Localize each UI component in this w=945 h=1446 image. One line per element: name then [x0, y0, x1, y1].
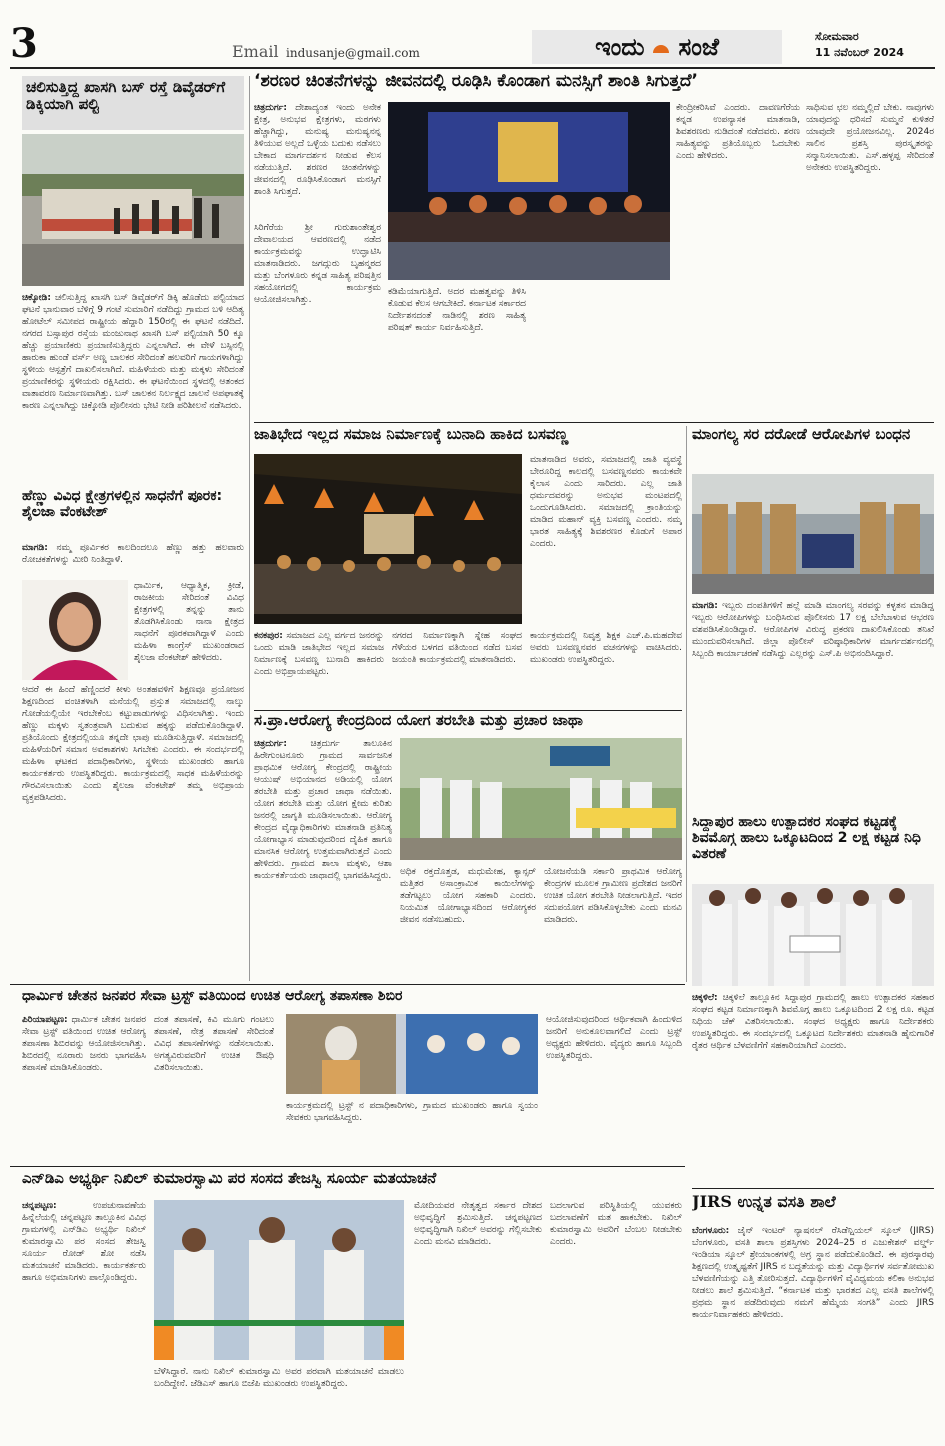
- basava-article: [254, 426, 682, 710]
- bus-photo: [22, 134, 244, 286]
- siddapura-headline: ಸಿದ್ದಾಪುರ ಹಾಲು ಉತ್ಪಾದಕರ ಸಂಘದ ಕಟ್ಟಡಕ್ಕೆ ಶಿವಮೊಗ್ಗ ಹಾಲು ಒಕ್ಕೂಟದಿಂದ 2 ಲಕ್ಷ ಕಟ್ಟಡ ನಿಧಿ ವಿತರಣೆ: [692, 814, 921, 863]
- sharana-dateline: ಚಿತ್ರದುರ್ಗ:: [254, 103, 288, 113]
- camp-col2: ದಂತ ತಪಾಸಣೆ, ಕಿವಿ ಮೂಗು ಗಂಟಲು ತಪಾಸಣೆ, ನೇತ್ರ ತಪಾಸಣೆ ಸೇರಿದಂತೆ ವಿವಿಧ ತಪಾಸಣೆಗಳನ್ನು ನಡೆಸಲಾಯಿತು. ಅಗತ್ಯವಿರುವವರಿಗೆ ಉಚಿತ ಔಷಧಿ ವಿತರಿಸಲಾಯಿತು.: [154, 1015, 274, 1073]
- email-label: Email: [232, 42, 279, 61]
- sharana-col3b: [532, 286, 670, 418]
- section-rule-4: [10, 1166, 685, 1167]
- siddapura-article: [692, 814, 934, 1184]
- women-dateline: ಮಾಗಡಿ:: [22, 543, 48, 553]
- mangalya-article: [692, 426, 934, 812]
- yoga-rally-photo: [400, 738, 682, 860]
- camp-col1-text: ಧಾರ್ಮಿಕ ಚೇತನ ಜನಪರ ಸೇವಾ ಟ್ರಸ್ಟ್ ವತಿಯಿಂದ ಉಚಿತ ಆರೋಗ್ಯ ತಪಾಸಣಾ ಶಿಬಿರವನ್ನು ಆಯೋಜಿಸಲಾಗಿತ್ತು. ಶಿಬಿರದಲ್ಲಿ ನೂರಾರು ಜನರು ಭಾಗವಹಿಸಿ ತಪಾಸಣೆ ಮಾಡಿಸಿಕೊಂಡರು.: [22, 1015, 146, 1073]
- basava-crowd-photo: [254, 454, 522, 624]
- bus-headline: ಚಲಿಸುತ್ತಿದ್ದ ಖಾಸಗಿ ಬಸ್ ರಸ್ತೆ ಡಿವೈಡರ್‌ಗೆ ಡಿಕ್ಕಿಯಾಗಿ ಪಲ್ಟಿ: [22, 76, 244, 130]
- page-number: 3: [10, 20, 38, 67]
- basava-col1: [254, 630, 384, 710]
- basava-col1-text: ಸಮಾಜದ ಎಲ್ಲ ವರ್ಗದ ಜನರನ್ನು ಒಂದು ಮಾಡಿ ಜಾತಿಭೇದ ಇಲ್ಲದ ಸಮಾಜ ನಿರ್ಮಾಣಕ್ಕೆ ಬಸವಣ್ಣ ಬುನಾದಿ ಹಾಕಿದರು ಎಂದು ಅಭಿಪ್ರಾಯಪಟ್ಟರು.: [254, 631, 384, 677]
- section-rule-2: [254, 710, 682, 711]
- masthead-brand-right: ಸಂಜೆ: [678, 33, 719, 61]
- siddapura-dateline: ಚಿಕ್ಕಳಿಲೆ:: [692, 993, 718, 1003]
- sharana-headline: ‘ಶರಣರ ಚಿಂತನೆಗಳನ್ನು ಜೀವನದಲ್ಲಿ ರೂಢಿಸಿ ಕೊಂಡಾಗ ಮನಸ್ಸಿಗೆ ಶಾಂತಿ ಸಿಗುತ್ತದೆ’: [254, 72, 698, 91]
- bus-article: [22, 76, 244, 476]
- jirs-text: ಜೈನ್ ಇಂಟರ್ ನ್ಯಾಷನಲ್ ರೆಸಿಡೆನ್ಷಿಯಲ್ ಸ್ಕೂಲ್ (JIRS) ಬೆಂಗಳೂರು, ವಸತಿ ಶಾಲಾ ಪ್ರಶಸ್ತಿಗಳು 2024–25 ರ ಎಜುಕೇಶನ್ ವರ್ಲ್ಡ್ ಇಂಡಿಯಾ ಸ್ಕೂಲ್ ಶ್ರೇಯಾಂಕಗಳಲ್ಲಿ ಅಗ್ರ ಸ್ಥಾನ ಪಡೆದುಕೊಂಡಿದೆ. ಈ ಪುರಸ್ಕಾರವು ಶಿಕ್ಷಣದಲ್ಲಿ ಉತ್ಕೃಷ್ಟತೆಗೆ JIRS ನ ಬದ್ಧತೆಯನ್ನು ಮತ್ತು ವಿದ್ಯಾರ್ಥಿಗಳ ಸರ್ವತೋಮುಖ ಬೆಳವಣಿಗೆಯನ್ನು ಎತ್ತಿ ತೋರಿಸುತ್ತದೆ. ವಿದ್ಯಾರ್ಥಿಗಳಿಗೆ ವೈವಿಧ್ಯಮಯ ಕಲಿಕಾ ಅನುಭವ ನೀಡಲು ಶಾಲೆ ಶ್ರಮಿಸುತ್ತಿದೆ. “ಕರ್ನಾಟಕ ಮತ್ತು ಭಾರತದ ಎಲ್ಲ ವಸತಿ ಶಾಲೆಗಳಲ್ಲಿ ಪ್ರಥಮ ಸ್ಥಾನ ಪಡೆದಿರುವುದು ನಮಗೆ ಹೆಮ್ಮೆಯ ಸಂಗತಿ” ಎಂದು JIRS ಕಾರ್ಯನಿರ್ವಾಹಕರು ಹೇಳಿದರು.: [692, 1226, 934, 1320]
- masthead-day: ಸೋಮವಾರ: [815, 30, 859, 43]
- basava-side: ಮಾತನಾಡಿದ ಅವರು, ಸಮಾಜದಲ್ಲಿ ಜಾತಿ ವ್ಯವಸ್ಥೆ ಬೇರೂರಿದ್ದ ಕಾಲದಲ್ಲಿ ಬಸವಣ್ಣನವರು ಕಾಯಕವೇ ಕೈಲಾಸ ಎಂದು ಸಾರಿದರು. ಎಲ್ಲ ಜಾತಿ ಧರ್ಮದವರನ್ನು ಅನುಭವ ಮಂಟಪದಲ್ಲಿ ಒಂದುಗೂಡಿಸಿದರು. ಸಮಾಜದಲ್ಲಿ ಕ್ರಾಂತಿಯನ್ನು ಮಾಡಿದ ಮಹಾನ್ ವ್ಯಕ್ತಿ ಬಸವಣ್ಣ ಎಂದರು. ನಮ್ಮ ಭಾರತ ಸಾಹಿತ್ಯಕ್ಕೆ ಶಿವಶರಣರ ಕೊಡುಗೆ ಅಪಾರ ಎಂದರು.: [530, 455, 682, 549]
- camp-col2b: [154, 1098, 274, 1164]
- sharana-col1-text: ದೇಶಾದ್ಯಂತ ಇಂದು ಅನೇಕ ಕ್ಷೇತ್ರ, ಅನುಭವ ಕ್ಷೇತ್ರಗಳು, ಮಠಗಳು ಹೆಚ್ಚಾಗಿದ್ದು, ಮನುಷ್ಯ ಮನುಷ್ಯನನ್ನ ತಿಳಿಯುವ ಅಲ್ಲದೆ ಒಳ್ಳೆಯ ಬದುಕು ನಡೆಸಲು ಬೇಕಾದ ಮಾರ್ಗದರ್ಶನ ನೀಡುವ ಕೆಲಸ ನಡೆಯುತ್ತಿದೆ. ಶರಣರ ಚಿಂತನೆಗಳನ್ನು ಜೀವನದಲ್ಲಿ ರೂಢಿಸಿಕೊಂಡಾಗ ಮನಸ್ಸಿಗೆ ಶಾಂತಿ ಸಿಗುತ್ತದೆ.: [254, 103, 381, 197]
- bus-dateline: ಚಿಕ್ಕೋಡಿ:: [22, 293, 51, 303]
- sharana-col3: ಕಡಿಮೆಯಾಗುತ್ತಿದೆ. ಅದರ ಮಹತ್ವವನ್ನು ತಿಳಿಸಿ ಕೊಡುವ ಕೆಲಸ ಆಗಬೇಕಿದೆ. ಕರ್ನಾಟಕ ಸರ್ಕಾರದ ನಿರ್ದೇಶನದಂತೆ ನಾಡಿನಲ್ಲಿ ಶರಣ ಸಾಹಿತ್ಯ ಪರಿಷತ್ ಕಾರ್ಯ ನಿರ್ವಹಿಸುತ್ತಿದೆ.: [388, 287, 526, 333]
- jirs-dateline: ಬೆಂಗಳೂರು:: [692, 1226, 730, 1236]
- sharana-stage-photo: [388, 102, 670, 280]
- camp-col1: [22, 1014, 146, 1164]
- sharana-col1: [254, 102, 381, 218]
- women-wrap: ಧಾರ್ಮಿಕ, ಆಧ್ಯಾತ್ಮಿಕ, ಕ್ರೀಡೆ, ರಾಜಕೀಯ ಸೇರಿದಂತೆ ವಿವಿಧ ಕ್ಷೇತ್ರಗಳಲ್ಲಿ ತನ್ನನ್ನು ತಾನು ತೊಡಗಿಸಿಕೊಂಡು ನಾನಾ ಕ್ಷೇತ್ರದ ಸಾಧನೆಗೆ ಪೂರಕವಾಗಿದ್ದಾಳೆ ಎಂದು ಮಹಿಳಾ ಕಾಂಗ್ರೆಸ್ ಮುಖಂಡರಾದ ಶೈಲಜಾ ವೆಂಕಟೇಶ್ ಹೇಳಿದರು.: [134, 581, 244, 663]
- sun-logo-icon: [652, 40, 670, 54]
- basava-dateline: ಕನಕಪುರ:: [254, 631, 283, 641]
- nda-col1-text: ಉಪಚುನಾವಣೆಯ ಹಿನ್ನೆಲೆಯಲ್ಲಿ ಚನ್ನಪಟ್ಟಣ ತಾಲ್ಲೂಕಿನ ವಿವಿಧ ಗ್ರಾಮಗಳಲ್ಲಿ ಎನ್‌ಡಿಎ ಅಭ್ಯರ್ಥಿ ನಿಖಿಲ್ ಕುಮಾರಸ್ವಾಮಿ ಪರ ಸಂಸದ ತೇಜಸ್ವಿ ಸೂರ್ಯ ರೋಡ್ ಶೋ ನಡೆಸಿ ಮತಯಾಚನೆ ಮಾಡಿದರು. ಕಾರ್ಯಕರ್ತರು ಹಾಗೂ ಅಭಿಮಾನಿಗಳು ಪಾಲ್ಗೊಂಡಿದ್ದರು.: [22, 1201, 146, 1283]
- women-lead: [22, 542, 244, 578]
- mangalya-police-photo: [692, 474, 934, 594]
- masthead-date: 11 ನವೆಂಬರ್ 2024: [815, 46, 904, 59]
- nda-col4: ಬೆಳೆಸಿದ್ದಾರೆ. ನಾನು ನಿಖಿಲ್ ಕುಮಾರಸ್ವಾಮಿ ಅವರ ಪರವಾಗಿ ಮತಯಾಚನೆ ಮಾಡಲು ಬಂದಿದ್ದೇನೆ. ಜೆಡಿಎಸ್ ಹಾಗೂ ಬಿಜೆಪಿ ಮುಖಂಡರು ಉಪಸ್ಥಿತರಿದ್ದರು.: [154, 1367, 404, 1389]
- nda-article: [22, 1170, 682, 1438]
- basava-headline: ಜಾತಿಭೇದ ಇಲ್ಲದ ಸಮಾಜ ನಿರ್ಮಾಣಕ್ಕೆ ಬುನಾದಿ ಹಾಕಿದ ಬಸವಣ್ಣ: [254, 426, 569, 443]
- mangalya-body: [692, 600, 934, 808]
- masthead-rule: [10, 67, 935, 69]
- masthead-brand-left: ಇಂದು: [595, 33, 645, 61]
- yoga-left: [254, 738, 392, 982]
- email-address[interactable]: indusanje@gmail.com: [286, 46, 420, 60]
- mangalya-headline: ಮಾಂಗಲ್ಯ ಸರ ದರೋಡೆ ಆರೋಪಿಗಳ ಬಂಧನ: [692, 426, 911, 443]
- jirs-headline: JIRS ಉನ್ನತ ವಸತಿ ಶಾಲೆ: [692, 1188, 934, 1219]
- women-portrait-photo: [22, 580, 128, 680]
- left-column-rule: [249, 76, 250, 981]
- camp-headline: ಧಾರ್ಮಿಕ ಚೇತನ ಜನಪರ ಸೇವಾ ಟ್ರಸ್ಟ್ ವತಿಯಿಂದ ಉಚಿತ ಆರೋಗ್ಯ ತಪಾಸಣಾ ಶಿಬಿರ: [22, 988, 403, 1004]
- right-column-rule: [686, 426, 687, 982]
- sharana-col2: ಸಿರಿಗೆರೆಯ ಶ್ರೀ ಗುರುಶಾಂತೇಶ್ವರ ದೇವಾಲಯದ ಆವರಣದಲ್ಲಿ ನಡೆದ ಕಾರ್ಯಕ್ರಮವನ್ನು ಉದ್ಘಾಟಿಸಿ ಮಾತನಾಡಿದರು. ಜಗದ್ಗುರು ಬೃಹನ್ಮಠದ ಮತ್ತು ಬೆಂಗಳೂರು ಕನ್ನಡ ಸಾಹಿತ್ಯ ಪರಿಷತ್ತಿನ ಸಹಯೋಗದಲ್ಲಿ ಕಾರ್ಯಕ್ರಮ ಆಯೋಜಿಸಲಾಗಿತ್ತು.: [254, 223, 381, 305]
- camp-health-photo: [286, 1014, 538, 1094]
- bus-text: ಚಲಿಸುತ್ತಿದ್ದ ಖಾಸಗಿ ಬಸ್ ಡಿವೈಡರ್‌ಗೆ ಡಿಕ್ಕಿ ಹೊಡೆದು ಪಲ್ಟಿಯಾದ ಘಟನೆ ಭಾನುವಾರ ಬೆಳಿಗ್ಗೆ 9 ಗಂಟೆ ಸುಮಾರಿಗೆ ನಡೆದಿದ್ದು ಗ್ರಾಮದ ಬಳಿ ಆದಿತ್ಯ ಹೋಟೆಲ್ ಸಮೀಪದ ರಾಷ್ಟ್ರೀಯ ಹೆದ್ದಾರಿ 150ರಲ್ಲಿ ಈ ಘಟನೆ ನಡೆದಿದೆ. ನಗರದ ಬಸ್ಸಾಪುರ ರಸ್ತೆಯ ಮಂಜುನಾಥ ಖಾಸಗಿ ಬಸ್ ಪಲ್ಟಿಯಾಗಿ 50 ಕ್ಕೂ ಹೆಚ್ಚು ಪ್ರಯಾಣಿಕರು ಪ್ರಯಾಣಿಸುತ್ತಿದ್ದರು ಎನ್ನಲಾಗಿದೆ. ಈ ವೇಳೆ ಬಸ್ಸಿನಲ್ಲಿ ಹಾರುಕಾ ಹುಂಡೆ ವರ್ಸ್ ಅಣ್ಣ ಬಾಲಕರ ಸೇರಿದಂತೆ ಹಲವರಿಗೆ ಗಾಯಗಳಾಗಿದ್ದು ಸ್ಥಳೀಯ ಆಸ್ಪತ್ರೆಗೆ ದಾಖಲಿಸಲಾಗಿದೆ. ಮಹಿಳೆಯರು ಮತ್ತು ಮಕ್ಕಳು ಸೇರಿದಂತೆ ಪ್ರಯಾಣಿಕರನ್ನು ಸ್ಥಳೀಯರು ರಕ್ಷಿಸಿದರು. ಈ ಘಟನೆಯಿಂದ ಸ್ಥಳದಲ್ಲಿ ಆತಂಕದ ವಾತಾವರಣ ನಿರ್ಮಾಣವಾಗಿತ್ತು. ಬಸ್ ಚಾಲಕನ ನಿರ್ಲಕ್ಷ್ಯದ ಚಾಲನೆ ಅಪಘಾತಕ್ಕೆ ಕಾರಣ ಎನ್ನಲಾಗಿದ್ದು ಚಿಕ್ಕೋಡಿ ಪೊಲೀಸರು ಭೇಟಿ ನೀಡಿ ಪರಿಶೀಲನೆ ನಡೆಸಿದರು.: [22, 293, 244, 411]
- women-lead-text: ನಮ್ಮ ಪೂರ್ವಿಕರ ಕಾಲದಿಂದಲೂ ಹೆಣ್ಣು ಹತ್ತು ಹಲವಾರು ರೋಚಕತೆಗಳನ್ನು ಮೀರಿ ನಿಂತಿದ್ದಾಳೆ.: [22, 543, 244, 565]
- sharana-col4: ಕೇಂದ್ರೀಕರಿಸಿವೆ ಎಂದರು. ದಾವಣಗೆರೆಯ ಕನ್ನಡ ಉಪನ್ಯಾಸಕ ಮಾತನಾಡಿ, ಶಿವಶರಣರು ನುಡಿದಂತೆ ನಡೆದವರು. ಶರಣ ಸಾಹಿತ್ಯವನ್ನು ಪ್ರತಿಯೊಬ್ಬರು ಓದಬೇಕು ಎಂದು ಹೇಳಿದರು.: [676, 103, 800, 161]
- yoga-left-text: ಚಿತ್ರದುರ್ಗ ತಾಲೂಕಿನ ಹಿರೇಗುಂಟನೂರು ಗ್ರಾಮದ ಸಾರ್ವಜನಿಕ ಪ್ರಾಥಮಿಕ ಆರೋಗ್ಯ ಕೇಂದ್ರದಲ್ಲಿ ರಾಷ್ಟ್ರೀಯ ಆಯುಷ್ ಅಭಿಯಾನದ ಅಡಿಯಲ್ಲಿ ಯೋಗ ತರಬೇತಿ ಮತ್ತು ಪ್ರಚಾರ ಜಾಥಾ ನಡೆಯಿತು. ಯೋಗ ತರಬೇತಿ ಮತ್ತು ಯೋಗ ಕ್ಷೇಮ ಕುರಿತು ಜನರಲ್ಲಿ ಜಾಗೃತಿ ಮೂಡಿಸಲಾಯಿತು. ಆರೋಗ್ಯ ಕೇಂದ್ರದ ವೈದ್ಯಾಧಿಕಾರಿಗಳು ಮಾತನಾಡಿ ಪ್ರತಿನಿತ್ಯ ಯೋಗಾಭ್ಯಾಸ ಮಾಡುವುದರಿಂದ ದೈಹಿಕ ಹಾಗೂ ಮಾನಸಿಕ ಆರೋಗ್ಯ ಉತ್ತಮವಾಗಿರುತ್ತದೆ ಎಂದು ಹೇಳಿದರು. ಗ್ರಾಮದ ಶಾಲಾ ಮಕ್ಕಳು, ಆಶಾ ಕಾರ್ಯಕರ್ತೆಯರು ಜಾಥಾದಲ್ಲಿ ಭಾಗವಹಿಸಿದ್ದರು.: [254, 739, 392, 881]
- sharana-article: [254, 72, 934, 420]
- yoga-article: [254, 712, 682, 982]
- bus-body: [22, 292, 244, 478]
- basava-col2: ನಗರದ ನಿರ್ಮಾಣಕ್ಕಾಗಿ ಸ್ನೇಹ ಸಂಘದ ಗೆಳೆಯರ ಬಳಗದ ವತಿಯಿಂದ ನಡೆದ ಬಸವ ಜಯಂತಿ ಕಾರ್ಯಕ್ರಮದಲ್ಲಿ ಮಾತನಾಡಿದರು.: [392, 631, 522, 665]
- nda-dateline: ಚನ್ನಪಟ್ಟಣ:: [22, 1201, 57, 1211]
- jirs-article: [692, 1188, 934, 1438]
- yoga-col2: ಯೋಜನೆಯಡಿ ಸರ್ಕಾರಿ ಪ್ರಾಥಮಿಕ ಆರೋಗ್ಯ ಕೇಂದ್ರಗಳ ಮೂಲಕ ಗ್ರಾಮೀಣ ಪ್ರದೇಶದ ಜನರಿಗೆ ಉಚಿತ ಯೋಗ ತರಬೇತಿ ನೀಡಲಾಗುತ್ತಿದೆ. ಇದರ ಸದುಪಯೋಗ ಪಡಿಸಿಕೊಳ್ಳಬೇಕು ಎಂದು ಮನವಿ ಮಾಡಿದರು.: [544, 867, 682, 925]
- sharana-col5: ಸಾಧಿಸುವ ಛಲ ನಮ್ಮಲ್ಲಿದೆ ಬೇಕು. ನಾವುಗಳು ಯಾವುದನ್ನು ಧರಿಸದೆ ಸುಮ್ಮನೆ ಕುಳಿತರೆ ಯಾವುದೇ ಪ್ರಯೋಜನವಿಲ್ಲ. 2024ರ ಸಾಲಿನ ಪ್ರಶಸ್ತಿ ಪುರಸ್ಕೃತರನ್ನು ಸನ್ಮಾನಿಸಲಾಯಿತು. ಎಸ್.ಹಳ್ಳಪ್ಪ ಸೇರಿದಂತೆ ಅನೇಕರು ಉಪಸ್ಥಿತರಿದ್ದರು.: [806, 103, 934, 173]
- women-body: ಆದರೆ ಈ ಹಿಂದೆ ಹೆಣ್ಣಿಂದರೆ ಕೀಳು ಅಂತಹವಳಿಗೆ ಶಿಕ್ಷಣವೂ ಪ್ರಯೋಜನ ಶಿಕ್ಷಣದಿಂದ ವಂಚಿತಳಾಗಿ ಮನೆಯಲ್ಲಿ ಪ್ರಸ್ತುತ ಸಮಾಜದಲ್ಲಿ ನಾಲ್ಕು ಗೋಡೆಯಲ್ಲಿಯೇ ಇರಬೇಕೆಂಬ ಕಟ್ಟುಪಾಡುಗಳನ್ನು ವಿಧಿಸಲಾಗಿತ್ತು. ಇಂದು ಹೆಣ್ಣು ಮಕ್ಕಳು ಸ್ವತಂತ್ರವಾಗಿ ಬದುಕುವ ಹಕ್ಕನ್ನು ಪಡೆದುಕೊಂಡಿದ್ದಾಳೆ. ಪ್ರತಿಯೊಂದು ಕ್ಷೇತ್ರದಲ್ಲಿಯೂ ತನ್ನದೇ ಛಾಪು ಮೂಡಿಸುತ್ತಿದ್ದಾಳೆ. ಸಮಾಜದಲ್ಲಿ ಮಹಿಳೆಯರಿಗೆ ಸಮಾನ ಅವಕಾಶಗಳು ಸಿಗಬೇಕು ಎಂದರು. ಈ ಸಂದರ್ಭದಲ್ಲಿ ಮಹಿಳಾ ಘಟಕದ ಪದಾಧಿಕಾರಿಗಳು, ಸ್ಥಳೀಯ ಮುಖಂಡರು ಹಾಗೂ ಕಾರ್ಯಕರ್ತರು ಉಪಸ್ಥಿತರಿದ್ದರು. ಕಾರ್ಯಕ್ರಮದಲ್ಲಿ ಸಾಧಕ ಮಹಿಳೆಯರನ್ನು ಗೌರವಿಸಲಾಯಿತು ಎಂದು ಶೈಲಜಾ ವೆಂಕಟೇಶ್ ತಮ್ಮ ಅಭಿಪ್ರಾಯ ವ್ಯಕ್ತಪಡಿಸಿದರು.: [22, 685, 244, 803]
- nda-col2: ಮೋದಿಯವರ ನೇತೃತ್ವದ ಸರ್ಕಾರ ದೇಶದ ಅಭಿವೃದ್ಧಿಗೆ ಶ್ರಮಿಸುತ್ತಿದೆ. ಚನ್ನಪಟ್ಟಣದ ಅಭಿವೃದ್ಧಿಗಾಗಿ ನಿಖಿಲ್ ಅವರನ್ನು ಗೆಲ್ಲಿಸಬೇಕು ಎಂದು ಮನವಿ ಮಾಡಿದರು.: [414, 1201, 542, 1247]
- nda-col1: [22, 1200, 146, 1438]
- siddapura-body: [692, 992, 934, 1180]
- camp-dateline: ಪಿರಿಯಾಪಟ್ಟಣ:: [22, 1015, 68, 1025]
- camp-col3: ಆಯೋಜಿಸುವುದರಿಂದ ಆರ್ಥಿಕವಾಗಿ ಹಿಂದುಳಿದ ಜನರಿಗೆ ಅನುಕೂಲವಾಗಲಿದೆ ಎಂದು ಟ್ರಸ್ಟ್ ಅಧ್ಯಕ್ಷರು ಹೇಳಿದರು. ವೈದ್ಯರು ಹಾಗೂ ಸಿಬ್ಬಂದಿ ಉಪಸ್ಥಿತರಿದ್ದರು.: [546, 1015, 682, 1061]
- yoga-headline: ಸ.ಪ್ರಾ.ಆರೋಗ್ಯ ಕೇಂದ್ರದಿಂದ ಯೋಗ ತರಬೇತಿ ಮತ್ತು ಪ್ರಚಾರ ಜಾಥಾ: [254, 712, 583, 729]
- siddapura-text: ಚಿಕ್ಕಳಿಲೆ ತಾಲ್ಲೂಕಿನ ಸಿದ್ದಾಪುರ ಗ್ರಾಮದಲ್ಲಿ ಹಾಲು ಉತ್ಪಾದಕರ ಸಹಕಾರ ಸಂಘದ ಕಟ್ಟಡ ನಿರ್ಮಾಣಕ್ಕಾಗಿ ಶಿವಮೊಗ್ಗ ಹಾಲು ಒಕ್ಕೂಟದಿಂದ 2 ಲಕ್ಷ ರೂ. ಕಟ್ಟಡ ನಿಧಿಯ ಚೆಕ್ ವಿತರಿಸಲಾಯಿತು. ಸಂಘದ ಅಧ್ಯಕ್ಷರು ಹಾಗೂ ನಿರ್ದೇಶಕರು ಉಪಸ್ಥಿತರಿದ್ದರು. ಈ ಸಂದರ್ಭದಲ್ಲಿ ಒಕ್ಕೂಟದ ನಿರ್ದೇಶಕರು ಮಾತನಾಡಿ ಹೈನುಗಾರಿಕೆ ರೈತರ ಆರ್ಥಿಕ ಬೆಳವಣಿಗೆಗೆ ಸಹಕಾರಿಯಾಗಿದೆ ಎಂದರು.: [692, 993, 934, 1051]
- jirs-body: [692, 1225, 934, 1443]
- section-rule-3: [10, 984, 685, 985]
- section-rule-1: [254, 422, 934, 423]
- camp-col4: ಕಾರ್ಯಕ್ರಮದಲ್ಲಿ ಟ್ರಸ್ಟ್ ನ ಪದಾಧಿಕಾರಿಗಳು, ಗ್ರಾಮದ ಮುಖಂಡರು ಹಾಗೂ ಸ್ವಯಂ ಸೇವಕರು ಭಾಗವಹಿಸಿದ್ದರು.: [286, 1101, 538, 1123]
- siddapura-cheque-photo: [692, 884, 934, 986]
- masthead-logo: [532, 30, 782, 64]
- mangalya-text: ಇಬ್ಬರು ದಂಪತಿಗಳಿಗೆ ಹಲ್ಲೆ ಮಾಡಿ ಮಾಂಗಲ್ಯ ಸರವನ್ನು ಕಳ್ಳತನ ಮಾಡಿದ್ದ ಇಬ್ಬರು ಆರೋಪಿಗಳನ್ನು ಬಂಧಿಸಿರುವ ಪೊಲೀಸರು 17 ಲಕ್ಷ ಬೆಲೆಬಾಳುವ ಆಭರಣ ವಶಪಡಿಸಿಕೊಂಡಿದ್ದಾರೆ. ಆರೋಪಿಗಳ ವಿರುದ್ಧ ಪ್ರಕರಣ ದಾಖಲಿಸಿಕೊಂಡು ತನಿಖೆ ಮುಂದುವರಿಸಲಾಗಿದೆ. ಜಿಲ್ಲಾ ಪೊಲೀಸ್ ವರಿಷ್ಠಾಧಿಕಾರಿಗಳ ಮಾರ್ಗದರ್ಶನದಲ್ಲಿ ಸಿಬ್ಬಂದಿ ಕಾರ್ಯಾಚರಣೆ ನಡೆಸಿದ್ದು ಎಲ್ಲರನ್ನು ಎಸ್.ಪಿ ಅಭಿನಂದಿಸಿದ್ದಾರೆ.: [692, 601, 934, 659]
- nda-roadshow-photo: [154, 1200, 404, 1360]
- basava-col3: ಕಾರ್ಯಕ್ರಮದಲ್ಲಿ ನಿವೃತ್ತ ಶಿಕ್ಷಕ ಎಚ್.ಪಿ.ಮಹದೇವ ಅವರು ಬಸವಣ್ಣನವರ ವಚನಗಳನ್ನು ವಾಚಿಸಿದರು. ಮುಖಂಡರು ಉಪಸ್ಥಿತರಿದ್ದರು.: [530, 631, 682, 665]
- women-article: [22, 486, 244, 980]
- camp-article: [22, 988, 682, 1164]
- mangalya-dateline: ಮಾಗಡಿ:: [692, 601, 718, 611]
- nda-headline: ಎನ್‌ಡಿಎ ಅಭ್ಯರ್ಥಿ ನಿಖಿಲ್ ಕುಮಾರಸ್ವಾಮಿ ಪರ ಸಂಸದ ತೇಜಸ್ವಿ ಸೂರ್ಯ ಮತಯಾಚನೆ: [22, 1170, 437, 1187]
- yoga-dateline: ಚಿತ್ರದುರ್ಗ:: [254, 739, 288, 749]
- nda-col3: ಬದಲಾಗುವ ಪರಿಸ್ಥಿತಿಯಲ್ಲಿ ಯುವಕರು ಬದಲಾವಣೆಗೆ ಮತ ಹಾಕಬೇಕು. ನಿಖಿಲ್ ಕುಮಾರಸ್ವಾಮಿ ಅವರಿಗೆ ಬೆಂಬಲ ನೀಡಬೇಕು ಎಂದರು.: [550, 1201, 682, 1247]
- women-headline: ಹೆಣ್ಣು ವಿವಿಧ ಕ್ಷೇತ್ರಗಳಲ್ಲಿನ ಸಾಧನೆಗೆ ಪೂರಕ: ಶೈಲಜಾ ವೆಂಕಟೇಶ್: [22, 488, 223, 521]
- yoga-col1: ಅಧಿಕ ರಕ್ತದೊತ್ತಡ, ಮಧುಮೇಹ, ಕ್ಯಾನ್ಸರ್ ಮತ್ತಿತರ ಅಸಾಂಕ್ರಾಮಿಕ ಕಾಯಿಲೆಗಳನ್ನು ತಡೆಗಟ್ಟಲು ಯೋಗ ಸಹಕಾರಿ ಎಂದರು. ನಿಯಮಿತ ಯೋಗಾಭ್ಯಾಸದಿಂದ ಆರೋಗ್ಯಕರ ಜೀವನ ನಡೆಸಬಹುದು.: [400, 867, 536, 925]
